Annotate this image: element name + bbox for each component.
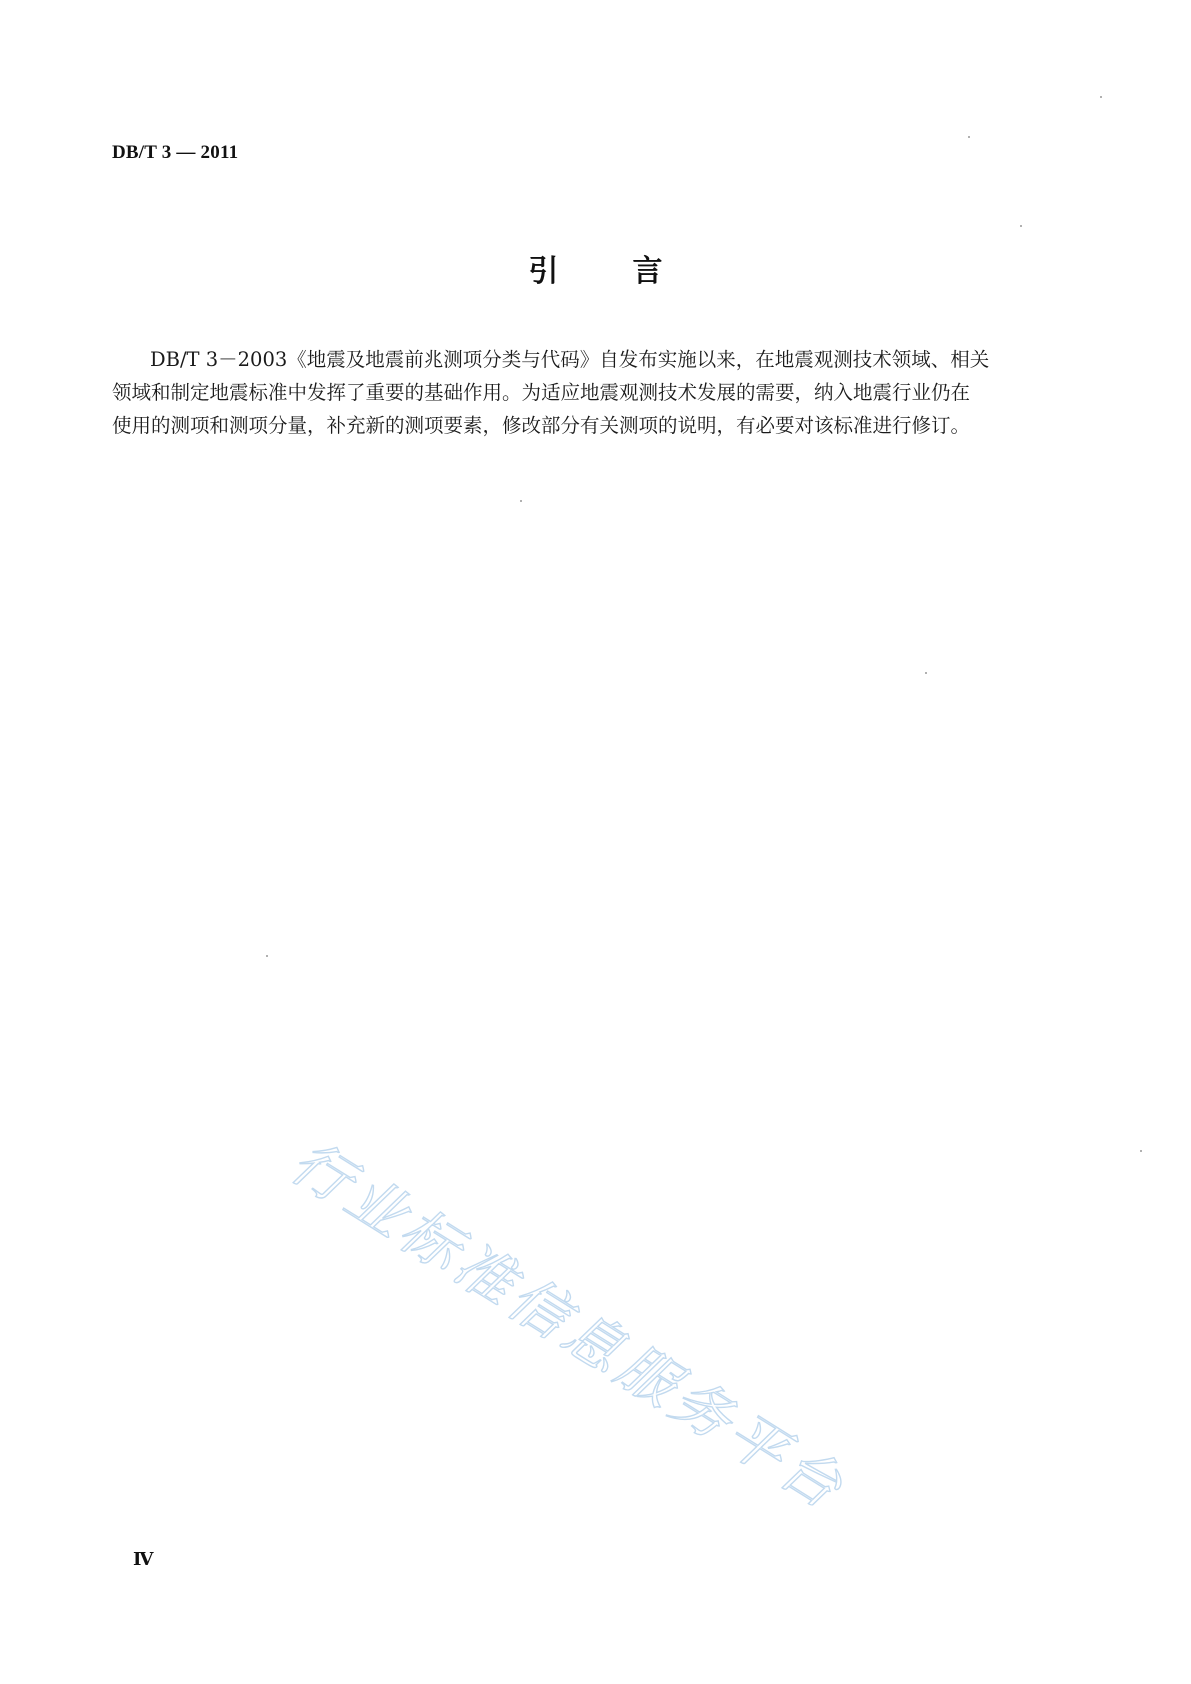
paragraph-line: 领域和制定地震标准中发挥了重要的基础作用。为适应地震观测技术发展的需要，纳入地震行业仍在	[112, 381, 971, 404]
scan-speck	[1020, 225, 1022, 227]
introduction-paragraph	[112, 343, 1050, 442]
standard-code: DB/T 3 — 2011	[112, 142, 239, 163]
scan-speck	[1100, 96, 1102, 98]
section-title	[0, 246, 1191, 290]
paragraph-line: DB/T 3－2003《地震及地震前兆测项分类与代码》自发布实施以来，在地震观测技术领域、相关	[150, 348, 990, 371]
scan-speck	[968, 136, 970, 138]
section-title-char-2: 言	[632, 254, 663, 289]
page-number: Ⅳ	[133, 1549, 154, 1569]
paragraph-line: 使用的测项和测项分量，补充新的测项要素，修改部分有关测项的说明，有必要对该标准进行修订。	[112, 414, 971, 437]
scan-speck	[1140, 1150, 1142, 1152]
watermark: 行业标准信息服务平台	[279, 1127, 859, 1525]
scan-speck	[520, 500, 522, 502]
scan-speck	[266, 955, 268, 957]
scan-speck	[925, 672, 927, 674]
section-title-char-1: 引	[528, 254, 559, 289]
